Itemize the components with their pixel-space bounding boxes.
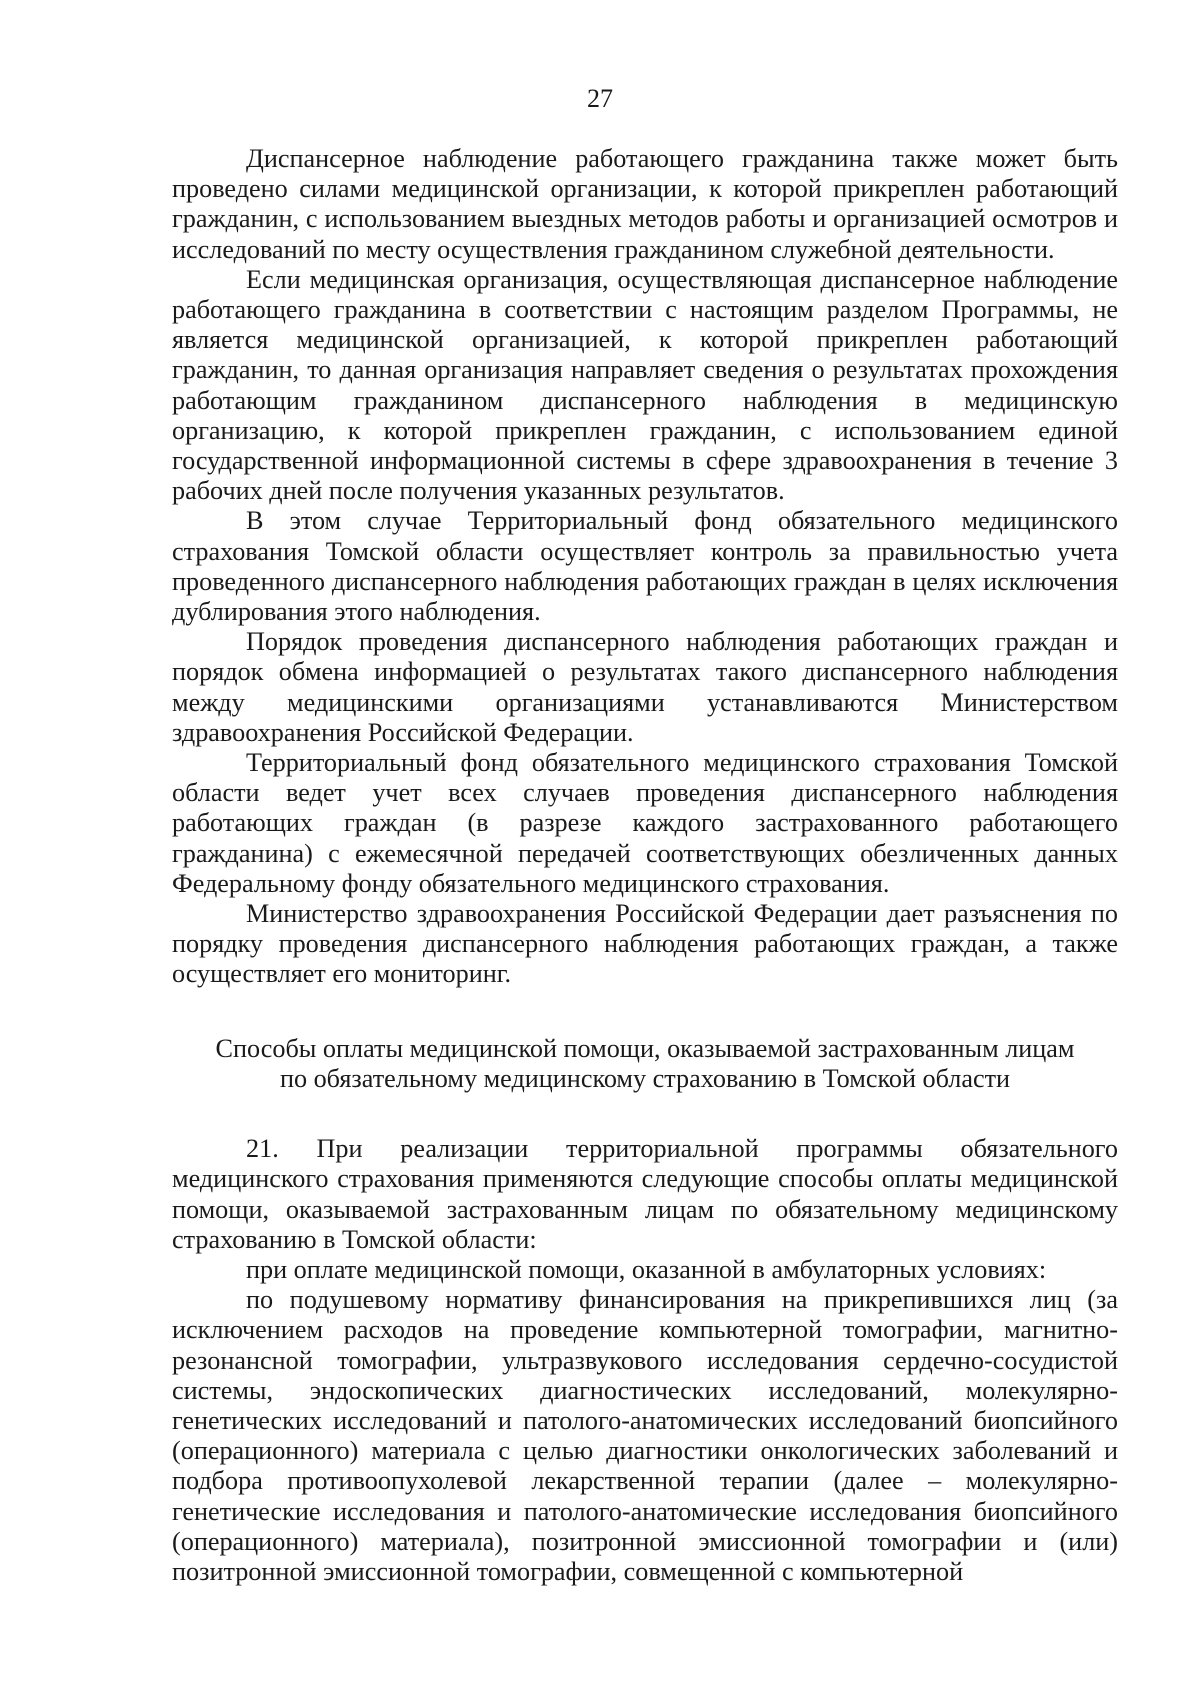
- paragraph-mobile-observation: Диспансерное наблюдение работающего гражданина также может быть проведено силами медицинской организации, к которой прикреплен работающий гражданин, с использованием выездных методов работы и организацией осмотров и исследований по месту осуществления гражданином служебной деятельности.: [172, 144, 1118, 264]
- section-heading-line-2: по обязательному медицинскому страхованию в Томской области: [279, 1063, 1011, 1093]
- paragraph-ministry-clarifications: Министерство здравоохранения Российской Федерации дает разъяснения по порядку проведения диспансерного наблюдения работающих граждан, а также осуществляет его мониторинг.: [172, 899, 1118, 989]
- section-heading-line-1: Способы оплаты медицинской помощи, оказываемой застрахованным лицам: [215, 1033, 1075, 1063]
- document-body: [172, 144, 1118, 1587]
- page-number: 27: [587, 84, 613, 113]
- paragraph-item-21: 21. При реализации территориальной программы обязательного медицинского страхования применяются следующие способы оплаты медицинской помощи, оказываемой застрахованным лицам по обязательному медицинскому страхованию в Томской области:: [172, 1134, 1118, 1254]
- section-heading: [172, 1034, 1118, 1094]
- paragraph-fund-accounting: Территориальный фонд обязательного медицинского страхования Томской области ведет учет всех случаев проведения диспансерного наблюдения работающих граждан (в разрезе каждого застрахованного работающего гражданина) с ежемесячной передачей соответствующих обезличенных данных Федеральному фонду обязательного медицинского страхования.: [172, 748, 1118, 898]
- paragraph-fund-control: В этом случае Территориальный фонд обязательного медицинского страхования Томской области осуществляет контроль за правильностью учета проведенного диспансерного наблюдения работающих граждан в целях исключения дублирования этого наблюдения.: [172, 506, 1118, 627]
- paragraph-information-transfer: Если медицинская организация, осуществляющая диспансерное наблюдение работающего гражданина в соответствии с настоящим разделом Программы, не является медицинской организацией, к которой прикреплен работающий гражданин, то данная организация направляет сведения о результатах прохождения работающим гражданином диспансерного наблюдения в медицинскую организацию, к которой прикреплен гражданин, с использованием единой государственной информационной системы в сфере здравоохранения в течение 3 рабочих дней после получения указанных результатов.: [172, 264, 1118, 506]
- paragraph-per-capita-standard: по подушевому нормативу финансирования на прикрепившихся лиц (за исключением расходов на проведение компьютерной томографии, магнитно-резонансной томографии, ультразвукового исследования сердечно-сосудистой системы, эндоскопических диагностических исследований, молекулярно-генетических исследований и патолого-анатомических исследований биопсийного (операционного) материала с целью диагностики онкологических заболеваний и подбора противоопухолевой лекарственной терапии (далее – молекулярно-генетические исследования и патолого-анатомические исследования биопсийного (операционного) материала), позитронной эмиссионной томографии и (или) позитронной эмиссионной томографии, совмещенной с компьютерной: [172, 1285, 1118, 1586]
- paragraph-outpatient-payment: при оплате медицинской помощи, оказанной в амбулаторных условиях:: [246, 1254, 1047, 1284]
- paragraph-procedure: Порядок проведения диспансерного наблюдения работающих граждан и порядок обмена информацией о результатах такого диспансерного наблюдения между медицинскими организациями устанавливаются Министерством здравоохранения Российской Федерации.: [172, 627, 1118, 747]
